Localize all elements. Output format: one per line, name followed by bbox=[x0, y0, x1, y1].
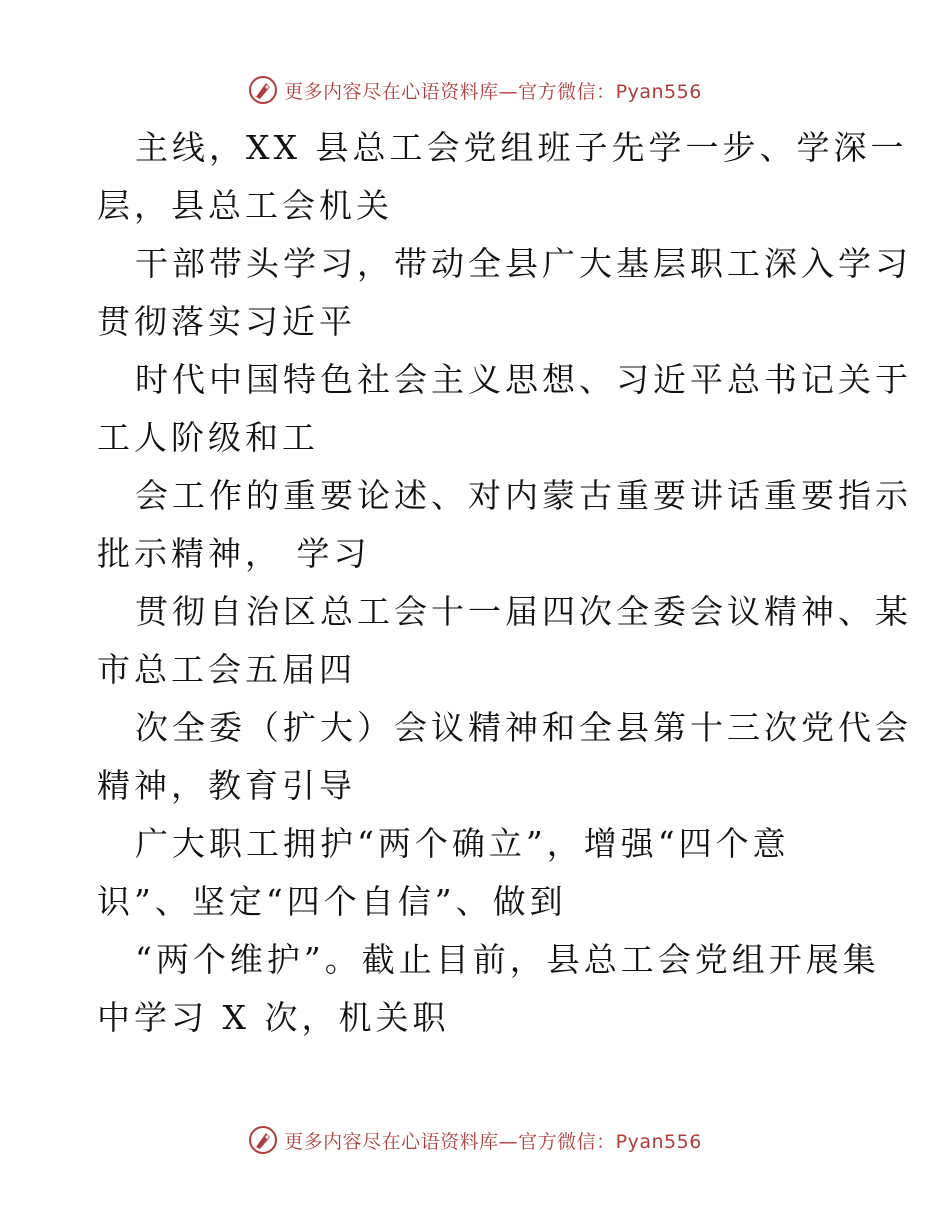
body-line-2: 层，县总工会机关 bbox=[97, 186, 393, 225]
body-line-16: 中学习 X 次，机关职 bbox=[97, 998, 450, 1037]
footer-watermark bbox=[0, 1122, 950, 1158]
watermark-id: Pyan556 bbox=[615, 80, 702, 103]
body-line-7: 会工作的重要论述、对内蒙古重要讲话重要指示 bbox=[135, 476, 912, 515]
watermark-id: Pyan556 bbox=[615, 1130, 702, 1153]
watermark-text: 更多内容尽在心语资料库—官方微信： bbox=[284, 80, 616, 103]
body-line-8: 批示精神， 学习 bbox=[97, 534, 371, 573]
body-line-9: 贯彻自治区总工会十一届四次全委会议精神、某 bbox=[135, 592, 912, 631]
body-line-11: 次全委（扩大）会议精神和全县第十三次党代会 bbox=[135, 708, 912, 747]
body-line-6: 工人阶级和工 bbox=[97, 418, 319, 457]
body-line-14: 识”、坚定“四个自信”、做到 bbox=[97, 882, 567, 921]
body-line-3: 干部带头学习，带动全县广大基层职工深入学习 bbox=[135, 244, 912, 283]
watermark-text: 更多内容尽在心语资料库—官方微信： bbox=[284, 1130, 616, 1153]
pen-nib-logo-icon bbox=[248, 75, 278, 105]
body-line-4: 贯彻落实习近平 bbox=[97, 302, 356, 341]
body-line-15: “两个维护”。截止目前，县总工会党组开展集 bbox=[135, 940, 880, 979]
body-line-10: 市总工会五届四 bbox=[97, 650, 356, 689]
body-line-13: 广大职工拥护“两个确立”，增强“四个意 bbox=[135, 824, 790, 863]
pen-nib-logo-icon bbox=[248, 1125, 278, 1155]
header-watermark bbox=[0, 72, 950, 108]
body-line-12: 精神，教育引导 bbox=[97, 766, 356, 805]
body-line-1: 主线，XX 县总工会党组班子先学一步、学深一 bbox=[135, 128, 908, 167]
body-line-5: 时代中国特色社会主义思想、习近平总书记关于 bbox=[135, 360, 912, 399]
